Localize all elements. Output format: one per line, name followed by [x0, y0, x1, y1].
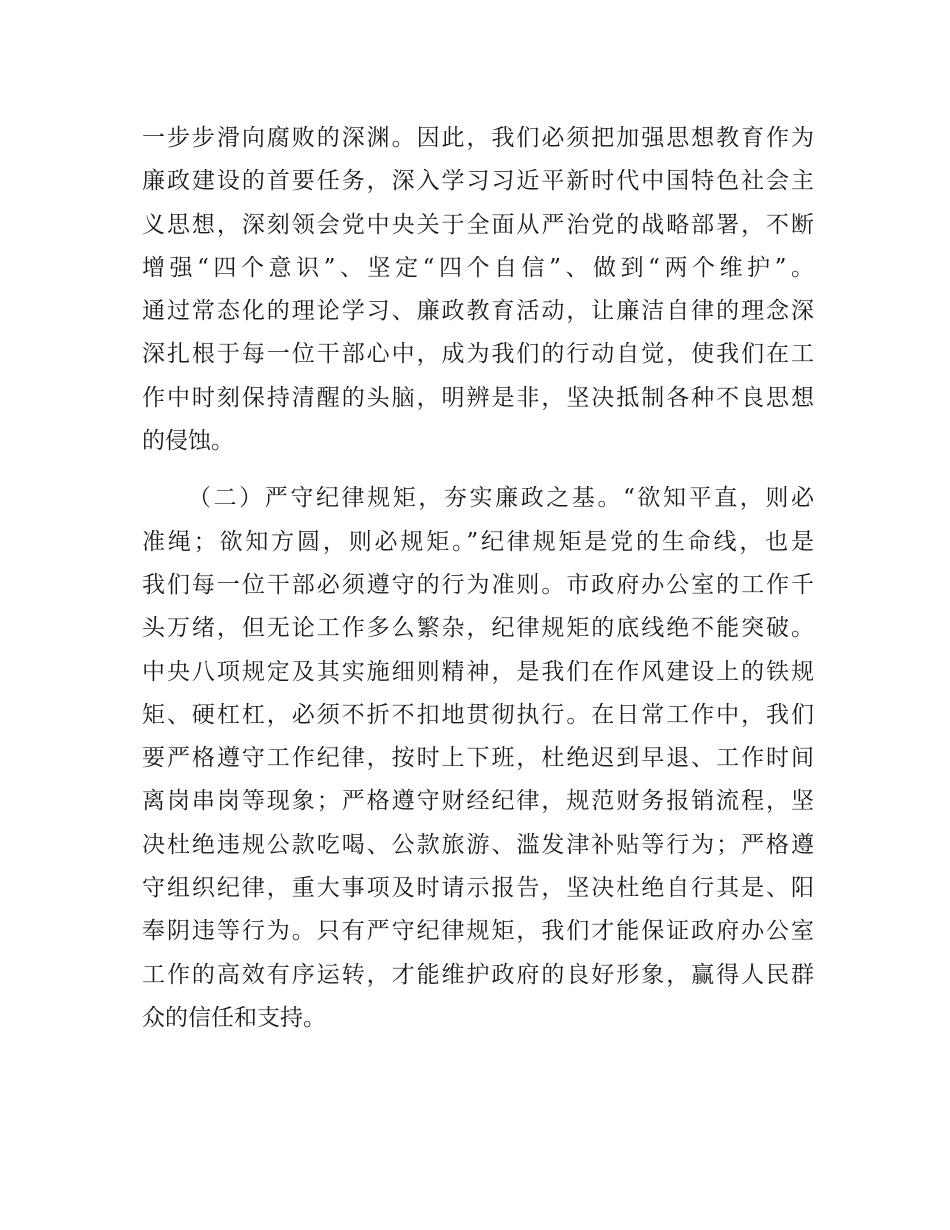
paragraph-2-line-11: 奉阴违等行为。只有严守纪律规矩，我们才能保证政府办公室 [142, 918, 814, 945]
paragraph-2-line-1: （二）严守纪律规矩，夯实廉政之基。“欲知平直，则必 [188, 485, 814, 512]
paragraph-2-line-10: 守组织纪律，重大事项及时请示报告，坚决杜绝自行其是、阳 [142, 875, 814, 902]
paragraph-1-line-8: 的侵蚀。 [142, 428, 234, 455]
paragraph-2-line-7: 要严格遵守工作纪律，按时上下班，杜绝迟到早退、工作时间 [142, 745, 814, 772]
paragraph-1-line-6: 深扎根于每一位干部心中，成为我们的行动自觉，使我们在工 [142, 341, 814, 368]
paragraph-2-line-8: 离岗串岗等现象；严格遵守财经纪律，规范财务报销流程，坚 [142, 788, 814, 815]
paragraph-2-line-2: 准绳；欲知方圆，则必规矩。”纪律规矩是党的生命线，也是 [142, 528, 814, 555]
paragraph-2 [142, 477, 814, 1040]
paragraph-2-line-5: 中央八项规定及其实施细则精神，是我们在作风建设上的铁规 [142, 658, 814, 685]
paragraph-2-line-13: 众的信任和支持。 [142, 1004, 326, 1031]
paragraph-1-line-5: 通过常态化的理论学习、廉政教育活动，让廉洁自律的理念深 [142, 298, 814, 325]
paragraph-2-line-4: 头万绪，但无论工作多么繁杂，纪律规矩的底线绝不能突破。 [142, 615, 814, 642]
paragraph-1-line-1: 一步步滑向腐败的深渊。因此，我们必须把加强思想教育作为 [142, 125, 814, 151]
paragraph-1-line-4: 增强“四个意识”、坚定“四个自信”、做到“两个维护”。 [142, 254, 814, 281]
paragraph-1-line-3: 义思想，深刻领会党中央关于全面从严治党的战略部署，不断 [142, 211, 814, 238]
paragraph-2-line-3: 我们每一位干部必须遵守的行为准则。市政府办公室的工作千 [142, 571, 814, 598]
paragraph-2-line-9: 决杜绝违规公款吃喝、公款旅游、滥发津补贴等行为；严格遵 [142, 831, 814, 858]
paragraph-2-line-12: 工作的高效有序运转，才能维护政府的良好形象，赢得人民群 [142, 961, 814, 988]
paragraph-2-line-6: 矩、硬杠杠，必须不折不扣地贯彻执行。在日常工作中，我们 [142, 701, 814, 728]
document-body [142, 117, 814, 1040]
paragraph-1-line-2: 廉政建设的首要任务，深入学习习近平新时代中国特色社会主 [142, 168, 814, 195]
paragraph-spacer [142, 463, 814, 477]
paragraph-1 [142, 117, 814, 463]
paragraph-1-line-7: 作中时刻保持清醒的头脑，明辨是非，坚决抵制各种不良思想 [142, 384, 814, 411]
